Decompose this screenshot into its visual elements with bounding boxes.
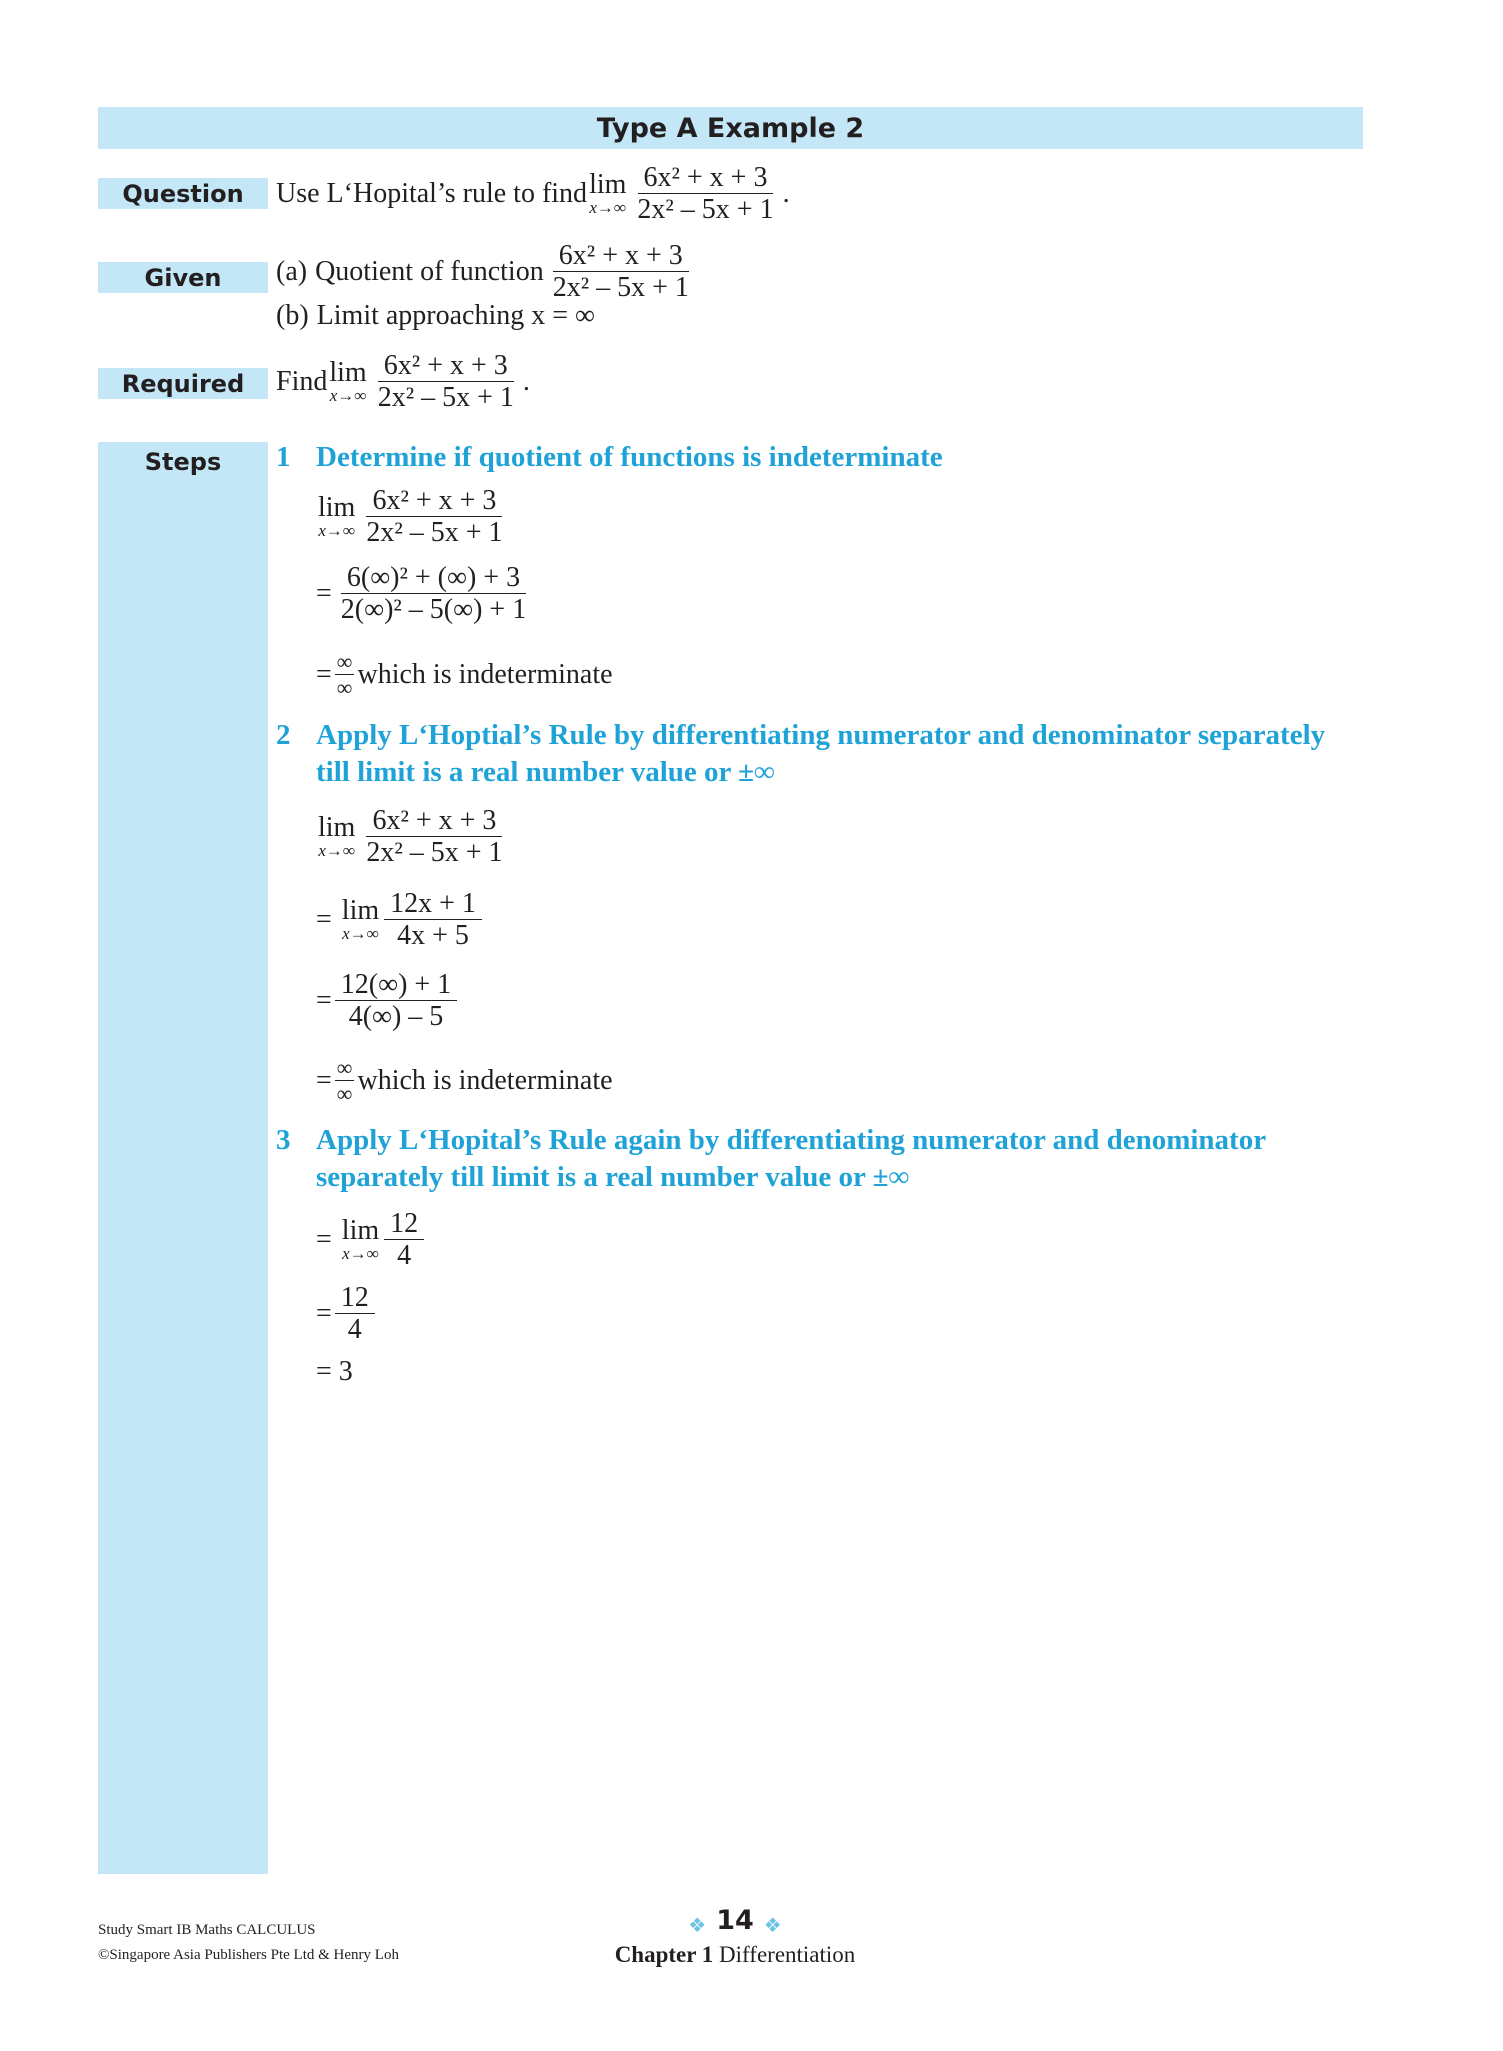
given-b-line	[276, 300, 595, 332]
step-3-line-1: = lim x→∞ $\frac{12}{4}$	[316, 1209, 427, 1271]
required-limit: lim x→∞	[329, 357, 367, 406]
diamond-icon-right: ❖	[763, 1914, 782, 1937]
required-fraction: $\frac{\text{6x² + x + 3}}{\text{2x² – 5x + 1}}$	[377, 350, 514, 414]
step-2-fraction-3: $\frac{12(\infty) + 1}{4(\infty) - 5}$	[335, 970, 457, 1032]
required-label: Required	[98, 368, 268, 399]
footer-center	[590, 1905, 880, 1968]
step-2-line-1: lim x→∞ $\frac{\text{6x² + x + 3}}{\text{2x² – 5x + 1}}$	[316, 806, 512, 868]
step-2-fraction-1: $\frac{\text{6x² + x + 3}}{\text{2x² – 5x + 1}}$	[366, 805, 503, 869]
step-2-fraction-2: $\frac{12x + 1}{4x + 5}$	[384, 889, 482, 951]
required-line: Find lim x→∞ $\frac{\text{6x² + x + 3}}{\text{2x² – 5x + 1}}$ .	[276, 350, 530, 414]
given-b-text: Limit approaching x = ∞	[316, 300, 596, 331]
given-a-fraction: $\frac{\text{6x² + x + 3}}{\text{2x² – 5x + 1}}$	[552, 240, 689, 304]
diamond-icon-left: ❖	[688, 1914, 707, 1937]
step-1-fraction-3: $\frac{\infty}{\infty}$	[336, 649, 353, 701]
given-a-label: (a)	[276, 255, 308, 287]
given-a-text: Quotient of function	[315, 255, 544, 287]
page-number: 14	[716, 1905, 754, 1936]
given-b-label: (b)	[276, 300, 309, 331]
step-2-line-2: = lim x→∞ $\frac{12x + 1}{4x + 5}$	[316, 889, 485, 951]
step-3-line-3: = 3	[316, 1356, 353, 1387]
question-label: Question	[98, 178, 268, 209]
chapter-title: Differentiation	[719, 1941, 856, 1967]
step-1-fraction-2: $\frac{\text{6(∞)² + (∞) + 3}}{\text{2(∞)² – 5(∞) + 1}}$	[340, 562, 527, 626]
step-3-fraction-1: $\frac{12}{4}$	[384, 1209, 424, 1271]
step-1-line-2: = $\frac{\text{6(∞)² + (∞) + 3}}{\text{2(∞)² – 5(∞) + 1}}$	[316, 563, 535, 625]
step-2-line-3: = $\frac{12(\infty) + 1}{4(\infty) - 5}$	[316, 970, 460, 1032]
given-a-line	[276, 241, 698, 303]
footer-copyright: ©Singapore Asia Publishers Pte Ltd & Henry Loh	[98, 1947, 399, 1963]
example-header	[98, 107, 1363, 149]
question-line: Use L‘Hopital’s rule to find lim x→∞ $\frac{\text{6x² + x + 3}}{\text{2x² – 5x + 1}}$ .	[276, 162, 790, 226]
step-3-fraction-2: $\frac{12}{4}$	[335, 1283, 375, 1345]
step-1-line-3: = $\frac{\infty}{\infty}$ which is indeterminate	[316, 649, 613, 701]
footer-book-title: Study Smart IB Maths CALCULUS	[98, 1922, 316, 1938]
step-2-line-4: = $\frac{\infty}{\infty}$ which is indeterminate	[316, 1055, 613, 1107]
question-text: Use L‘Hopital’s rule to find	[276, 177, 588, 209]
step-3-line-2: = $\frac{12}{4}$	[316, 1283, 378, 1345]
chapter-line	[590, 1942, 880, 1968]
steps-panel	[98, 442, 268, 1874]
example-title: Type A Example 2	[596, 112, 865, 144]
step-1-line-1: lim x→∞ $\frac{\text{6x² + x + 3}}{\text{2x² – 5x + 1}}$	[316, 486, 512, 548]
chapter-number: Chapter 1	[614, 1941, 714, 1967]
given-label: Given	[98, 262, 268, 293]
question-limit: lim x→∞	[589, 169, 627, 218]
required-text: Find	[276, 365, 328, 397]
step-1-fraction-1: $\frac{\text{6x² + x + 3}}{\text{2x² – 5x + 1}}$	[366, 485, 503, 549]
step-2-fraction-4: $\frac{\infty}{\infty}$	[336, 1055, 353, 1107]
question-fraction: $\frac{\text{6x² + x + 3}}{\text{2x² – 5x + 1}}$	[637, 162, 774, 226]
steps-label: Steps	[144, 448, 222, 476]
footer-left	[98, 1918, 399, 1968]
